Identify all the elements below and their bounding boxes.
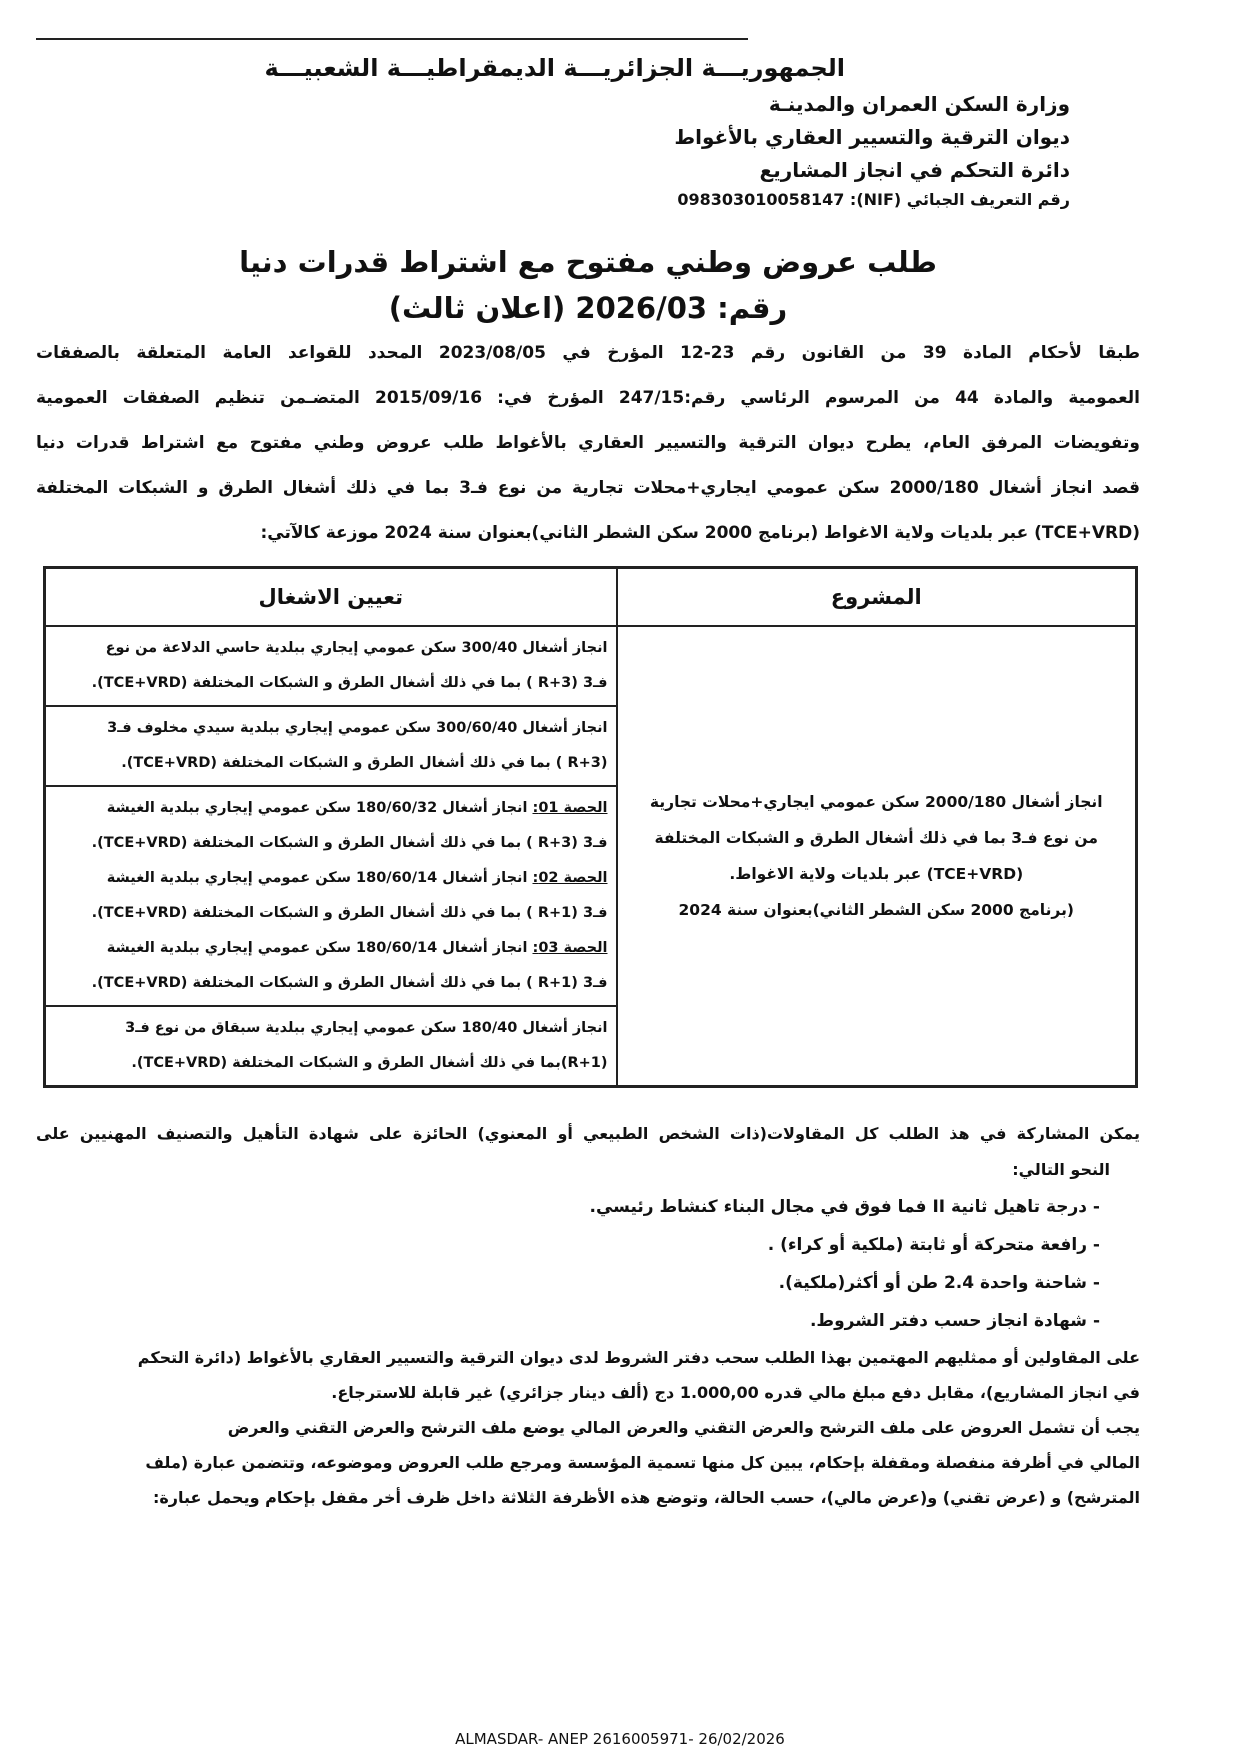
- department-name: دائرة التحكم في انجاز المشاريع: [759, 158, 1070, 182]
- lot-label: الحصة 01:: [532, 800, 608, 816]
- republic-heading: الجمهوريـــة الجزائريـــة الديمقراطيـــة الشعبيـــة: [264, 54, 845, 82]
- lot-2: [54, 861, 608, 896]
- works-line: فـ3 (R+1 ) بما في ذلك أشغال الطرق و الشبكات المختلفة (TCE+VRD).: [91, 975, 608, 991]
- works-text: انجاز أشغال 180/60/14 سكن عمومي إيجاري ببلدية الغيشة: [106, 940, 528, 956]
- intro-line: (TCE+VRD) عبر بلديات ولاية الاغواط (برنامج 2000 سكن الشطر الثاني)بعنوان سنة 2024 موزعة كالآتي:: [260, 523, 1140, 543]
- tax-id: رقم التعريف الجبائي (NIF): 098303010058147: [677, 190, 1070, 209]
- requirement-item: - رافعة متحركة أو ثابتة (ملكية أو كراء) .: [767, 1235, 1100, 1255]
- works-line: فـ3 (R+1 ) بما في ذلك أشغال الطرق و الشبكات المختلفة (TCE+VRD).: [91, 905, 608, 921]
- intro-line: وتفويضات المرفق العام، يطرح ديوان الترقية والتسيير العقاري بالأغواط طلب عروض وطني مفتوح مع اشتراط قدرات دنيا: [36, 433, 1140, 453]
- projects-table: [43, 566, 1138, 1088]
- works-text: انجاز أشغال 180/60/14 سكن عمومي إيجاري ببلدية الغيشة: [106, 870, 528, 886]
- works-line: فـ3 (R+3 ) بما في ذلك أشغال الطرق و الشبكات المختلفة (TCE+VRD).: [91, 835, 608, 851]
- tender-title: طلب عروض وطني مفتوح مع اشتراط قدرات دنيا: [239, 245, 937, 279]
- offers-text: المترشح) و (عرض تقني) و(عرض مالي)، حسب الحالة، وتوضع هذه الأظرفة الثلاثة داخل ظرف أخر مقفل بإحكام ويحمل عبارة:: [152, 1488, 1140, 1507]
- requirement-item: - درجة تاهيل ثانية II فما فوق في مجال البناء كنشاط رئيسي.: [589, 1197, 1100, 1217]
- project-line: (TCE+VRD) عبر بلديات ولاية الاغواط.: [729, 865, 1024, 883]
- office-name: ديوان الترقية والتسيير العقاري بالأغواط: [674, 125, 1070, 149]
- offers-section: [36, 1410, 1140, 1515]
- project-line: (برنامج 2000 سكن الشطر الثاني)بعنوان سنة 2024: [678, 901, 1074, 919]
- requirement-item: - شاحنة واحدة 2.4 طن أو أكثر(ملكية).: [778, 1273, 1100, 1293]
- works-line: (R+1)بما في ذلك أشغال الطرق و الشبكات المختلفة (TCE+VRD).: [131, 1055, 608, 1071]
- header-works: تعيين الاشغال: [45, 568, 617, 627]
- project-line: انجاز أشغال 2000/180 سكن عمومي ايجاري+محلات تجارية: [649, 793, 1103, 811]
- works-ghicha-lots: [45, 786, 617, 1006]
- works-sidi-makhlouf: [45, 706, 617, 786]
- letterhead: [36, 54, 1140, 213]
- eligibility-text: النحو التالي:: [1012, 1160, 1110, 1179]
- lot-1: [54, 791, 608, 826]
- intro-line: طبقا لأحكام المادة 39 من القانون رقم 23-12 المؤرخ في 2023/08/05 المحدد للقواعد العامة المتعلقة بالصفقات: [36, 343, 1140, 363]
- works-line: انجاز أشغال 300/60/40 سكن عمومي إيجاري ببلدية سيدي مخلوف فـ3: [107, 720, 608, 736]
- eligibility-text: يمكن المشاركة في هذ الطلب كل المقاولات(ذات الشخص الطبيعي أو المعنوي) الحائزة على شهادة التأهيل والتصنيف المهنيين على: [36, 1124, 1140, 1143]
- requirement-item: - شهادة انجاز حسب دفتر الشروط.: [809, 1311, 1100, 1331]
- tender-number: رقم: 2026/03 (اعلان ثالث): [388, 291, 788, 325]
- offers-text: المالي في أظرفة منفصلة ومقفلة بإحكام، يبين كل منها تسمية المؤسسة ومرجع طلب العروض وموضوعه، وتتضمن عبارة (ملف: [145, 1453, 1140, 1472]
- top-rule: [36, 38, 748, 40]
- lot-3: [54, 931, 608, 966]
- intro-line: قصد انجاز أشغال 2000/180 سكن عمومي ايجاري+محلات تجارية من نوع فـ3 بما في ذلك أشغال الطرق و الشبكات المختلفة: [36, 478, 1140, 498]
- works-text: انجاز أشغال 180/60/32 سكن عمومي إيجاري ببلدية الغيشة: [106, 800, 528, 816]
- ministry-name: وزارة السكن العمران والمدينـة: [768, 92, 1070, 116]
- project-line: من نوع فـ3 بما في ذلك أشغال الطرق و الشبكات المختلفة: [654, 829, 1098, 847]
- withdrawal-text: في انجاز المشاريع)، مقابل دفع مبلغ مالي قدره 1.000,00 دج (ألف دينار جزائري) غير قابلة للاسترجاع.: [331, 1383, 1140, 1402]
- works-sebgag: [45, 1006, 617, 1087]
- header-project: المشروع: [617, 568, 1137, 627]
- intro-paragraph: [36, 331, 1140, 556]
- offers-text: يجب أن تشمل العروض على ملف الترشح والعرض التقني والعرض المالي يوضع ملف الترشح والعرض التقني والعرض: [227, 1418, 1140, 1437]
- works-line: (R+3 ) بما في ذلك أشغال الطرق و الشبكات المختلفة (TCE+VRD).: [121, 755, 608, 771]
- table-row: [45, 626, 1137, 706]
- withdrawal-text: على المقاولين أو ممثليهم المهتمين بهذا الطلب سحب دفتر الشروط لدى ديوان الترقية والتسيير العقاري بالأغواط (دائرة التحكم: [137, 1348, 1140, 1367]
- works-line: انجاز أشغال 180/40 سكن عمومي إيجاري ببلدية سبقاق من نوع فـ3: [125, 1020, 608, 1036]
- table-header-row: [45, 568, 1137, 627]
- works-hassi-delaa: [45, 626, 617, 706]
- withdrawal-section: [36, 1340, 1140, 1410]
- intro-line: العمومية والمادة 44 من المرسوم الرئاسي رقم:247/15 المؤرخ في: 2015/09/16 المتضـمن تنظيم الصفقات العمومية: [36, 388, 1140, 408]
- lot-label: الحصة 02:: [532, 870, 608, 886]
- eligibility-section: [36, 1116, 1140, 1340]
- publication-footer: ALMASDAR- ANEP 2616005971- 26/02/2026: [455, 1730, 785, 1748]
- works-line: فـ3 (R+3 ) بما في ذلك أشغال الطرق و الشبكات المختلفة (TCE+VRD).: [91, 675, 608, 691]
- lot-label: الحصة 03:: [532, 940, 608, 956]
- works-line: انجاز أشغال 300/40 سكن عمومي إيجاري ببلدية حاسي الدلاعة من نوع: [105, 640, 608, 656]
- project-description: [617, 626, 1137, 1087]
